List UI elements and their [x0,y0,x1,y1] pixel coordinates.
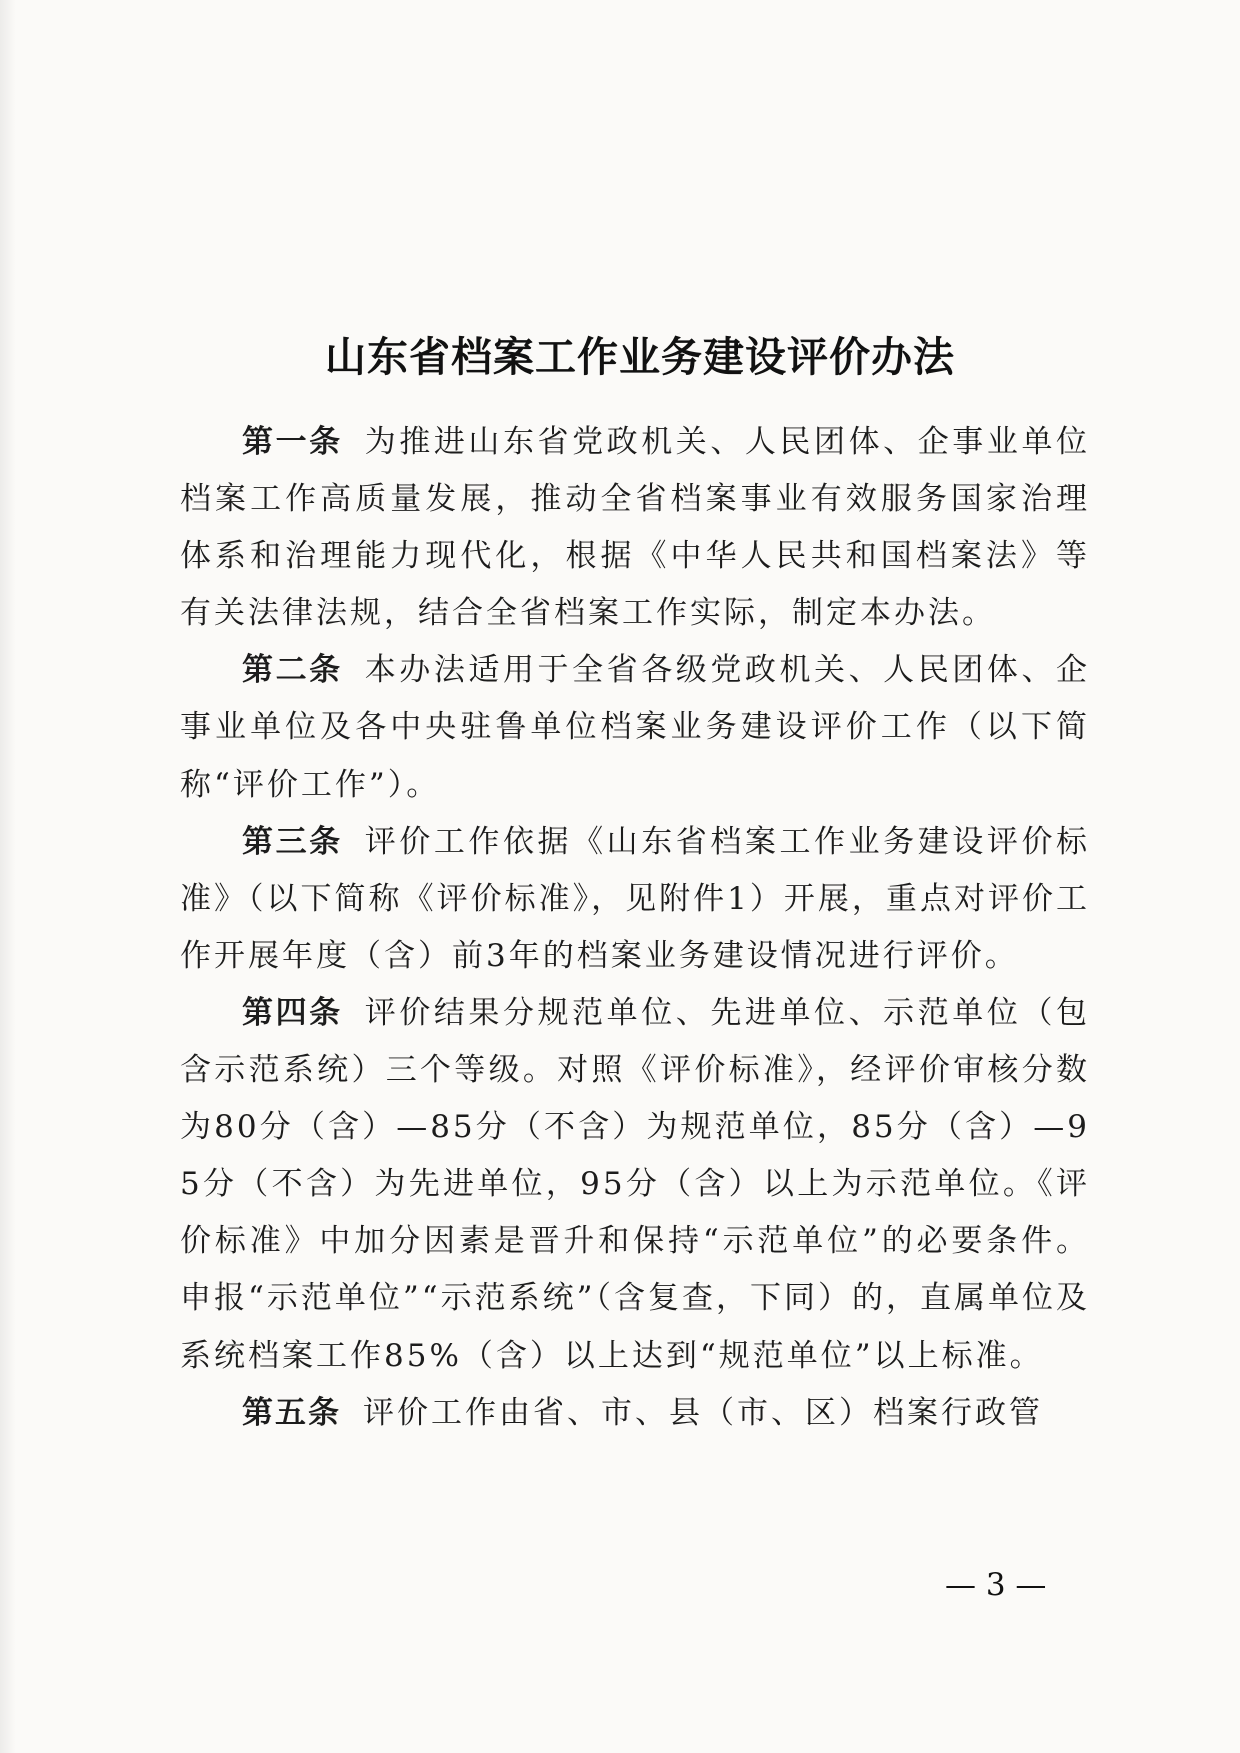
article-text: 为推进山东省党政机关、人民团体、企事业单位档案工作高质量发展，推动全省档案事业有效服务国家治理体系和治理能力现代化，根据《中华人民共和国档案法》等有关法律法规，结合全省档案工作实际，制定本办法。 [180,424,1091,632]
article-paragraph [180,985,1090,1385]
article-heading: 第四条 [242,994,343,1031]
article-heading: 第二条 [242,652,343,689]
article-paragraph [180,414,1090,642]
article-paragraph [180,642,1090,813]
article-heading: 第三条 [242,823,343,860]
article-text: 评价工作由省、市、县（市、区）档案行政管 [363,1394,1043,1431]
article-heading: 第一条 [242,424,343,460]
document-body [180,414,1090,1442]
document-title: 山东省档案工作业务建设评价办法 [325,333,955,381]
scan-edge-shadow [0,0,16,1753]
page-number: — 3 — [945,1567,1047,1603]
article-paragraph [180,814,1090,985]
article-text: 评价工作依据《山东省档案工作业务建设评价标准》（以下简称《评价标准》，见附件1）开展，重点对评价工作开展年度（含）前3年的档案业务建设情况进行评价。 [180,823,1091,974]
article-heading: 第五条 [242,1394,341,1431]
article-text: 评价结果分规范单位、先进单位、示范单位（包含示范系统）三个等级。对照《评价标准》，经评价审核分数为80分（含）—85分（不含）为规范单位，85分（含）—95分（不含）为先进单位，95分（含）以上为示范单位。《评价标准》中加分因素是晋升和保持“示范单位”的必要条件。申报“示范单位”“示范系统”（含复查，下同）的，直属单位及系统档案工作85%（含）以上达到“规范单位”以上标准。 [180,994,1091,1374]
article-paragraph [180,1385,1090,1442]
article-text: 本办法适用于全省各级党政机关、人民团体、企事业单位及各中央驻鲁单位档案业务建设评价工作（以下简称“评价工作”）。 [180,652,1091,803]
